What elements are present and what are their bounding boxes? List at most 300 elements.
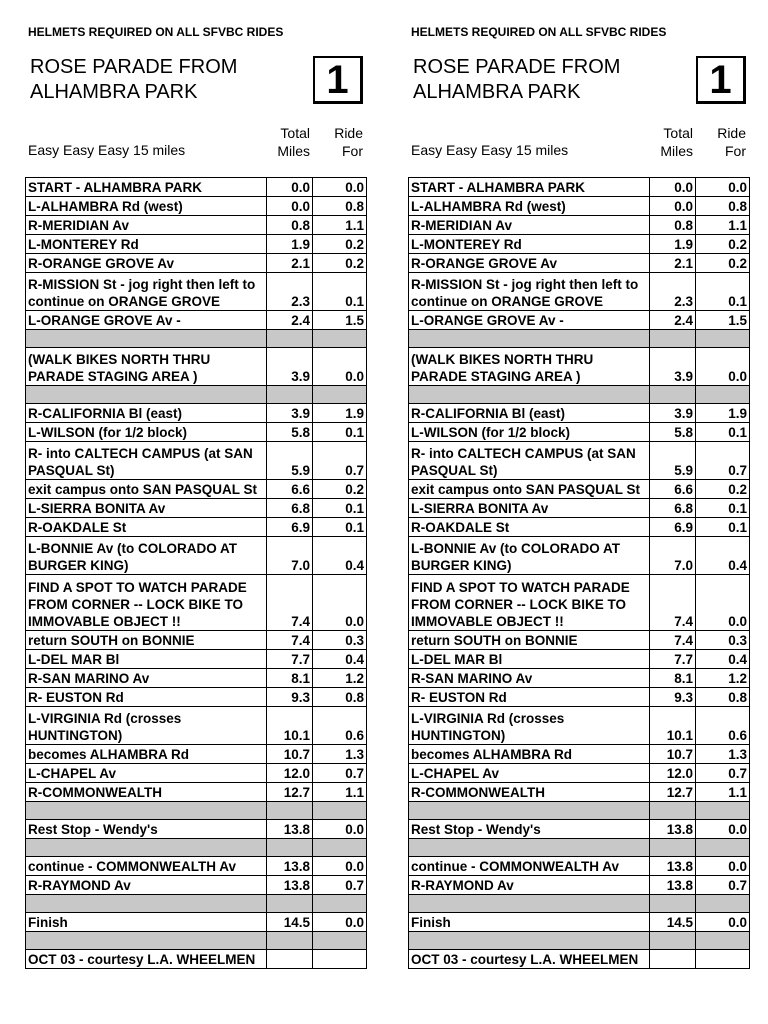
cue-row <box>409 254 750 273</box>
cue-ride-for: 1.2 <box>696 669 750 688</box>
cue-total-miles: 7.0 <box>267 537 313 575</box>
cue-ride-for: 0.0 <box>313 820 367 839</box>
spacer-cell <box>696 386 750 404</box>
spacer-cell <box>409 386 650 404</box>
cue-row <box>409 311 750 330</box>
cue-total-miles: 5.9 <box>650 442 696 480</box>
cue-row <box>409 404 750 423</box>
cue-ride-for: 0.4 <box>696 650 750 669</box>
cue-row <box>26 537 367 575</box>
cue-instruction: R-MISSION St - jog right then left to continue on ORANGE GROVE <box>26 273 267 311</box>
cue-ride-for: 0.0 <box>696 913 750 932</box>
cue-total-miles: 6.8 <box>267 499 313 518</box>
cue-ride-for: 0.0 <box>313 913 367 932</box>
cue-total-miles: 12.0 <box>650 764 696 783</box>
cue-ride-for: 0.2 <box>313 254 367 273</box>
cue-row <box>409 913 750 932</box>
cue-ride-for: 0.2 <box>313 480 367 499</box>
ride-for-header-line2: For <box>725 143 746 159</box>
ride-for-header-line1: Ride <box>334 125 363 141</box>
cue-row <box>409 197 750 216</box>
cue-ride-for: 0.8 <box>313 688 367 707</box>
cue-total-miles: 6.9 <box>650 518 696 537</box>
cue-row <box>409 650 750 669</box>
route-title-line2: ALHAMBRA PARK <box>413 81 581 103</box>
route-number-box: 1 <box>696 56 746 104</box>
cue-row <box>409 235 750 254</box>
cue-ride-for: 1.9 <box>313 404 367 423</box>
cue-total-miles: 10.7 <box>267 745 313 764</box>
cue-ride-for: 0.0 <box>696 348 750 386</box>
spacer-row <box>409 802 750 820</box>
cue-instruction: (WALK BIKES NORTH THRU PARADE STAGING AREA ) <box>409 348 650 386</box>
cue-ride-for: 0.0 <box>696 857 750 876</box>
spacer-cell <box>267 895 313 913</box>
cue-total-miles: 2.1 <box>267 254 313 273</box>
cue-ride-for: 1.1 <box>313 216 367 235</box>
spacer-cell <box>409 895 650 913</box>
cue-ride-for: 0.4 <box>313 537 367 575</box>
cue-ride-for: 0.0 <box>313 348 367 386</box>
cue-row <box>26 820 367 839</box>
cue-row <box>26 197 367 216</box>
cue-total-miles: 2.4 <box>267 311 313 330</box>
cue-instruction: Rest Stop - Wendy's <box>409 820 650 839</box>
cue-total-miles: 3.9 <box>267 348 313 386</box>
cue-table <box>408 177 750 969</box>
cue-instruction: L-BONNIE Av (to COLORADO AT BURGER KING) <box>26 537 267 575</box>
cue-row <box>26 950 367 969</box>
cue-ride-for: 1.3 <box>696 745 750 764</box>
cue-total-miles: 10.7 <box>650 745 696 764</box>
cue-row <box>26 423 367 442</box>
cue-row <box>409 273 750 311</box>
cue-row <box>409 764 750 783</box>
spacer-cell <box>650 839 696 857</box>
spacer-row <box>26 895 367 913</box>
cue-ride-for: 0.1 <box>313 499 367 518</box>
spacer-cell <box>267 386 313 404</box>
spacer-cell <box>26 932 267 950</box>
cue-instruction: L-CHAPEL Av <box>26 764 267 783</box>
cue-instruction: L-BONNIE Av (to COLORADO AT BURGER KING) <box>409 537 650 575</box>
cue-ride-for: 0.1 <box>696 273 750 311</box>
ride-for-header <box>700 124 746 160</box>
cue-instruction: L-MONTEREY Rd <box>409 235 650 254</box>
cue-ride-for: 1.2 <box>313 669 367 688</box>
spacer-row <box>26 839 367 857</box>
cue-total-miles: 0.0 <box>650 178 696 197</box>
cue-total-miles: 7.7 <box>267 650 313 669</box>
cue-total-miles: 13.8 <box>650 820 696 839</box>
cue-instruction: FIND A SPOT TO WATCH PARADE FROM CORNER -- LOCK BIKE TO IMMOVABLE OBJECT !! <box>26 575 267 631</box>
cue-row <box>26 707 367 745</box>
cue-instruction: exit campus onto SAN PASQUAL St <box>409 480 650 499</box>
cue-row <box>26 575 367 631</box>
cue-ride-for: 1.5 <box>696 311 750 330</box>
cue-instruction: continue - COMMONWEALTH Av <box>409 857 650 876</box>
cue-row <box>409 631 750 650</box>
spacer-cell <box>26 895 267 913</box>
ride-for-header-line2: For <box>342 143 363 159</box>
cue-instruction: L-WILSON (for 1/2 block) <box>26 423 267 442</box>
cue-instruction: return SOUTH on BONNIE <box>409 631 650 650</box>
cue-ride-for: 0.7 <box>313 764 367 783</box>
cue-instruction: R-OAKDALE St <box>26 518 267 537</box>
cue-row <box>409 575 750 631</box>
cue-ride-for: 0.0 <box>313 575 367 631</box>
cue-total-miles: 14.5 <box>650 913 696 932</box>
cue-total-miles: 6.9 <box>267 518 313 537</box>
cue-total-miles: 5.8 <box>650 423 696 442</box>
cue-ride-for: 1.1 <box>696 783 750 802</box>
cue-total-miles: 14.5 <box>267 913 313 932</box>
cue-total-miles: 6.8 <box>650 499 696 518</box>
cue-instruction: FIND A SPOT TO WATCH PARADE FROM CORNER -- LOCK BIKE TO IMMOVABLE OBJECT !! <box>409 575 650 631</box>
spacer-cell <box>409 330 650 348</box>
cue-row <box>409 669 750 688</box>
cue-instruction: L-ORANGE GROVE Av - <box>26 311 267 330</box>
spacer-row <box>26 386 367 404</box>
cue-ride-for: 0.1 <box>696 499 750 518</box>
cue-instruction: L-VIRGINIA Rd (crosses HUNTINGTON) <box>409 707 650 745</box>
total-miles-header <box>270 124 310 160</box>
cue-total-miles: 10.1 <box>267 707 313 745</box>
cue-instruction: R- EUSTON Rd <box>26 688 267 707</box>
spacer-cell <box>696 839 750 857</box>
cue-instruction: R-MERIDIAN Av <box>409 216 650 235</box>
cue-instruction: R-OAKDALE St <box>409 518 650 537</box>
cue-ride-for: 0.1 <box>313 518 367 537</box>
cue-row <box>409 442 750 480</box>
route-title <box>413 55 620 105</box>
cue-ride-for: 1.1 <box>696 216 750 235</box>
spacer-cell <box>650 802 696 820</box>
cue-total-miles: 3.9 <box>650 348 696 386</box>
cue-total-miles: 8.1 <box>267 669 313 688</box>
cue-instruction: L-DEL MAR Bl <box>26 650 267 669</box>
cue-row <box>26 216 367 235</box>
total-miles-header <box>653 124 693 160</box>
cue-instruction: R-COMMONWEALTH <box>26 783 267 802</box>
cue-total-miles: 1.9 <box>650 235 696 254</box>
cue-row <box>26 876 367 895</box>
cue-instruction: Finish <box>409 913 650 932</box>
cue-total-miles: 12.0 <box>267 764 313 783</box>
cue-row <box>26 480 367 499</box>
cue-total-miles: 3.9 <box>267 404 313 423</box>
cue-total-miles: 2.1 <box>650 254 696 273</box>
spacer-cell <box>696 932 750 950</box>
spacer-row <box>26 932 367 950</box>
route-title-line1: ROSE PARADE FROM <box>30 56 238 78</box>
spacer-cell <box>650 330 696 348</box>
total-miles-header-line2: Miles <box>660 143 693 159</box>
cue-row <box>409 745 750 764</box>
cue-row <box>409 950 750 969</box>
cue-instruction: L-DEL MAR Bl <box>409 650 650 669</box>
cue-ride-for: 0.0 <box>696 575 750 631</box>
cue-ride-for: 1.5 <box>313 311 367 330</box>
cue-instruction: L-ORANGE GROVE Av - <box>409 311 650 330</box>
spacer-cell <box>313 330 367 348</box>
cue-ride-for <box>696 950 750 969</box>
cue-instruction: R-COMMONWEALTH <box>409 783 650 802</box>
cue-instruction: continue - COMMONWEALTH Av <box>26 857 267 876</box>
cue-instruction: L-ALHAMBRA Rd (west) <box>26 197 267 216</box>
spacer-cell <box>26 839 267 857</box>
cue-total-miles: 13.8 <box>267 876 313 895</box>
cue-ride-for: 0.0 <box>696 178 750 197</box>
cue-ride-for: 0.8 <box>696 197 750 216</box>
cue-ride-for: 1.9 <box>696 404 750 423</box>
cue-total-miles: 3.9 <box>650 404 696 423</box>
cue-row <box>26 913 367 932</box>
cue-instruction: L-SIERRA BONITA Av <box>26 499 267 518</box>
cue-total-miles: 7.0 <box>650 537 696 575</box>
cue-row <box>409 783 750 802</box>
cue-instruction: R-MERIDIAN Av <box>26 216 267 235</box>
cue-total-miles: 8.1 <box>650 669 696 688</box>
cue-total-miles: 13.8 <box>267 857 313 876</box>
cue-total-miles: 7.7 <box>650 650 696 669</box>
route-number-box: 1 <box>313 56 363 104</box>
spacer-row <box>409 330 750 348</box>
cue-total-miles: 12.7 <box>267 783 313 802</box>
spacer-cell <box>696 895 750 913</box>
cue-instruction: R- into CALTECH CAMPUS (at SAN PASQUAL St) <box>26 442 267 480</box>
ride-for-header-line1: Ride <box>717 125 746 141</box>
cue-total-miles: 13.8 <box>267 820 313 839</box>
cue-total-miles: 7.4 <box>267 575 313 631</box>
cue-total-miles: 12.7 <box>650 783 696 802</box>
ride-subtitle: Easy Easy Easy 15 miles <box>28 142 186 158</box>
spacer-cell <box>267 932 313 950</box>
cue-instruction: L-WILSON (for 1/2 block) <box>409 423 650 442</box>
cue-instruction: OCT 03 - courtesy L.A. WHEELMEN <box>409 950 650 969</box>
cue-row <box>26 273 367 311</box>
cue-ride-for: 0.3 <box>696 631 750 650</box>
cue-row <box>26 311 367 330</box>
spacer-cell <box>409 839 650 857</box>
cue-ride-for: 0.7 <box>313 876 367 895</box>
cue-row <box>26 745 367 764</box>
cue-ride-for: 0.2 <box>696 235 750 254</box>
cue-instruction: L-ALHAMBRA Rd (west) <box>409 197 650 216</box>
cue-row <box>26 650 367 669</box>
route-title-line2: ALHAMBRA PARK <box>30 81 198 103</box>
cue-total-miles: 0.0 <box>267 197 313 216</box>
cue-total-miles: 10.1 <box>650 707 696 745</box>
cue-ride-for: 0.2 <box>313 235 367 254</box>
spacer-cell <box>650 895 696 913</box>
cue-row <box>409 518 750 537</box>
ride-for-header <box>317 124 363 160</box>
cue-total-miles: 0.0 <box>650 197 696 216</box>
cue-total-miles <box>650 950 696 969</box>
cue-ride-for: 0.6 <box>696 707 750 745</box>
cue-total-miles: 9.3 <box>267 688 313 707</box>
cue-ride-for: 0.1 <box>696 423 750 442</box>
cue-ride-for: 0.7 <box>696 764 750 783</box>
spacer-cell <box>650 386 696 404</box>
cue-row <box>409 537 750 575</box>
total-miles-header-line2: Miles <box>277 143 310 159</box>
cue-ride-for: 0.4 <box>313 650 367 669</box>
cue-instruction: R-ORANGE GROVE Av <box>409 254 650 273</box>
spacer-cell <box>267 839 313 857</box>
total-miles-header-line1: Total <box>280 125 310 141</box>
cue-ride-for: 0.6 <box>313 707 367 745</box>
cue-row <box>409 857 750 876</box>
cue-instruction: R-CALIFORNIA Bl (east) <box>409 404 650 423</box>
cue-total-miles: 2.4 <box>650 311 696 330</box>
cue-ride-for: 0.2 <box>696 254 750 273</box>
spacer-cell <box>313 839 367 857</box>
helmets-notice: HELMETS REQUIRED ON ALL SFVBC RIDES <box>28 25 284 39</box>
cue-instruction: becomes ALHAMBRA Rd <box>409 745 650 764</box>
cue-instruction: R- EUSTON Rd <box>409 688 650 707</box>
cue-row <box>26 783 367 802</box>
cue-ride-for: 1.3 <box>313 745 367 764</box>
helmets-notice: HELMETS REQUIRED ON ALL SFVBC RIDES <box>411 25 667 39</box>
cue-ride-for: 0.7 <box>696 442 750 480</box>
route-title <box>30 55 237 105</box>
cue-row <box>409 820 750 839</box>
cue-ride-for <box>313 950 367 969</box>
cue-instruction: R-SAN MARINO Av <box>409 669 650 688</box>
spacer-row <box>409 386 750 404</box>
spacer-cell <box>26 330 267 348</box>
spacer-cell <box>313 932 367 950</box>
cue-instruction: Finish <box>26 913 267 932</box>
cue-total-miles: 1.9 <box>267 235 313 254</box>
cue-ride-for: 0.3 <box>313 631 367 650</box>
cue-instruction: L-VIRGINIA Rd (crosses HUNTINGTON) <box>26 707 267 745</box>
cue-row <box>409 348 750 386</box>
cue-total-miles: 0.0 <box>267 178 313 197</box>
cue-instruction: OCT 03 - courtesy L.A. WHEELMEN <box>26 950 267 969</box>
cue-ride-for: 0.4 <box>696 537 750 575</box>
spacer-row <box>409 895 750 913</box>
cue-row <box>26 178 367 197</box>
spacer-cell <box>26 802 267 820</box>
cue-instruction: L-SIERRA BONITA Av <box>409 499 650 518</box>
cue-row <box>26 235 367 254</box>
cue-total-miles <box>267 950 313 969</box>
cue-row <box>409 178 750 197</box>
spacer-row <box>26 330 367 348</box>
cue-instruction: R-RAYMOND Av <box>409 876 650 895</box>
cue-instruction: R-CALIFORNIA Bl (east) <box>26 404 267 423</box>
spacer-cell <box>696 802 750 820</box>
cue-row <box>409 480 750 499</box>
cue-ride-for: 0.1 <box>313 273 367 311</box>
cue-ride-for: 0.8 <box>696 688 750 707</box>
cue-instruction: R-RAYMOND Av <box>26 876 267 895</box>
cue-ride-for: 0.7 <box>696 876 750 895</box>
ride-subtitle: Easy Easy Easy 15 miles <box>411 142 569 158</box>
cue-table <box>25 177 367 969</box>
spacer-cell <box>313 802 367 820</box>
cue-instruction: START - ALHAMBRA PARK <box>409 178 650 197</box>
cue-total-miles: 7.4 <box>650 575 696 631</box>
cue-total-miles: 5.8 <box>267 423 313 442</box>
cue-instruction: return SOUTH on BONNIE <box>26 631 267 650</box>
cue-total-miles: 2.3 <box>650 273 696 311</box>
spacer-cell <box>267 330 313 348</box>
cue-total-miles: 7.4 <box>267 631 313 650</box>
cue-total-miles: 0.8 <box>650 216 696 235</box>
cue-instruction: (WALK BIKES NORTH THRU PARADE STAGING AREA ) <box>26 348 267 386</box>
cue-total-miles: 13.8 <box>650 876 696 895</box>
cue-instruction: exit campus onto SAN PASQUAL St <box>26 480 267 499</box>
cue-total-miles: 5.9 <box>267 442 313 480</box>
total-miles-header-line1: Total <box>663 125 693 141</box>
cue-instruction: START - ALHAMBRA PARK <box>26 178 267 197</box>
cue-total-miles: 13.8 <box>650 857 696 876</box>
spacer-cell <box>313 895 367 913</box>
spacer-cell <box>650 932 696 950</box>
cue-instruction: R- into CALTECH CAMPUS (at SAN PASQUAL St) <box>409 442 650 480</box>
cue-total-miles: 6.6 <box>267 480 313 499</box>
route-title-line1: ROSE PARADE FROM <box>413 56 621 78</box>
cue-instruction: L-CHAPEL Av <box>409 764 650 783</box>
cue-ride-for: 1.1 <box>313 783 367 802</box>
cue-row <box>409 707 750 745</box>
cue-instruction: Rest Stop - Wendy's <box>26 820 267 839</box>
spacer-cell <box>409 932 650 950</box>
cue-row <box>409 688 750 707</box>
spacer-cell <box>313 386 367 404</box>
cue-instruction: becomes ALHAMBRA Rd <box>26 745 267 764</box>
cue-ride-for: 0.8 <box>313 197 367 216</box>
cue-row <box>26 857 367 876</box>
cue-row <box>409 499 750 518</box>
spacer-cell <box>267 802 313 820</box>
cue-row <box>26 348 367 386</box>
spacer-cell <box>409 802 650 820</box>
spacer-row <box>409 932 750 950</box>
spacer-cell <box>696 330 750 348</box>
cue-instruction: L-MONTEREY Rd <box>26 235 267 254</box>
cue-instruction: R-ORANGE GROVE Av <box>26 254 267 273</box>
cue-total-miles: 7.4 <box>650 631 696 650</box>
cue-ride-for: 0.0 <box>696 820 750 839</box>
cue-ride-for: 0.7 <box>313 442 367 480</box>
cue-total-miles: 6.6 <box>650 480 696 499</box>
cue-total-miles: 9.3 <box>650 688 696 707</box>
cue-row <box>409 423 750 442</box>
cue-row <box>26 518 367 537</box>
cue-row <box>409 216 750 235</box>
cue-total-miles: 0.8 <box>267 216 313 235</box>
cue-row <box>26 631 367 650</box>
spacer-row <box>409 839 750 857</box>
cue-row <box>26 688 367 707</box>
cue-row <box>26 669 367 688</box>
spacer-row <box>26 802 367 820</box>
cue-instruction: R-MISSION St - jog right then left to continue on ORANGE GROVE <box>409 273 650 311</box>
spacer-cell <box>26 386 267 404</box>
cue-row <box>26 764 367 783</box>
cue-row <box>26 254 367 273</box>
cue-ride-for: 0.0 <box>313 857 367 876</box>
cue-row <box>26 499 367 518</box>
cue-ride-for: 0.0 <box>313 178 367 197</box>
cue-row <box>26 404 367 423</box>
cue-total-miles: 2.3 <box>267 273 313 311</box>
